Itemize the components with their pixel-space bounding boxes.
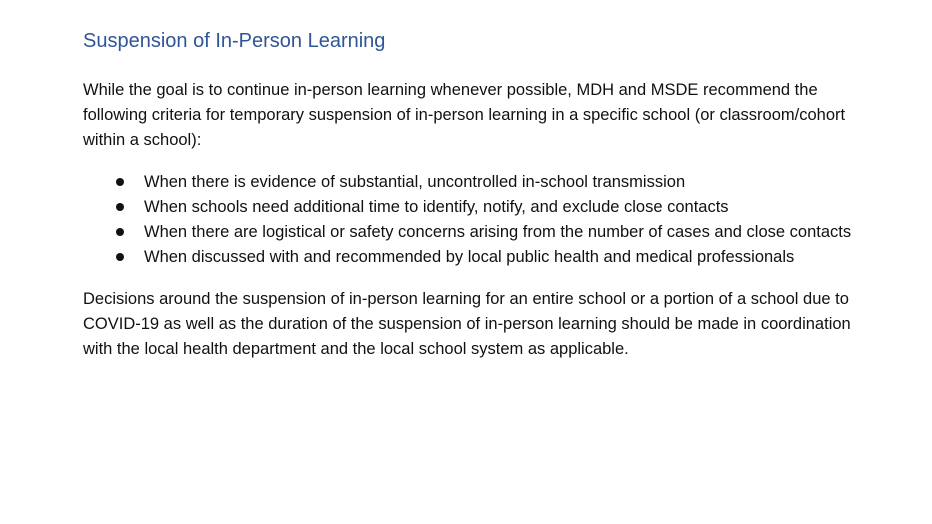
closing-paragraph: Decisions around the suspension of in-person learning for an entire school or a portion of a school due to COVID-19 as well as the duration of the suspension of in-person learning should be made in coordination with the local health department and the local school system as applicable. (83, 290, 851, 358)
list-item-text: When there are logistical or safety concerns arising from the number of cases and close contacts (144, 223, 852, 241)
bullet-icon (116, 253, 124, 261)
list-item (83, 170, 884, 195)
list-item-text: When there is evidence of substantial, uncontrolled in-school transmission (144, 173, 686, 191)
list-item (83, 195, 884, 220)
list-item-text: When schools need additional time to identify, notify, and exclude close contacts (144, 198, 729, 216)
list-item-text: When discussed with and recommended by local public health and medical professionals (144, 248, 795, 266)
list-item (83, 245, 884, 270)
criteria-list (83, 170, 892, 270)
intro-paragraph: While the goal is to continue in-person learning whenever possible, MDH and MSDE recommend the following criteria for temporary suspension of in-person learning in a specific school (or classroom/cohort within a school): (83, 81, 846, 149)
bullet-icon (116, 178, 124, 186)
bullet-icon (116, 203, 124, 211)
bullet-icon (116, 228, 124, 236)
section-heading: Suspension of In-Person Learning (83, 30, 386, 52)
list-item (83, 220, 884, 245)
